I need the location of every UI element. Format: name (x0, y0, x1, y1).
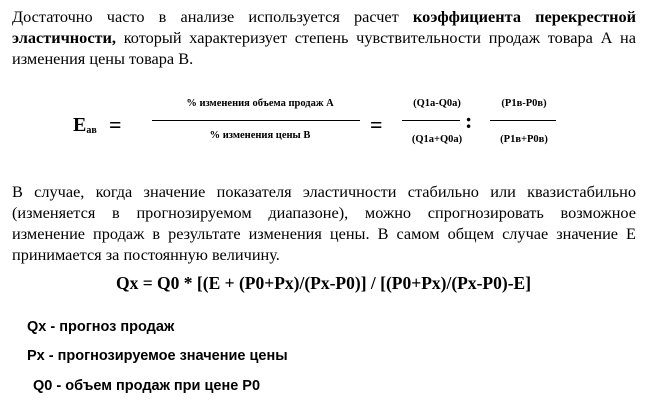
formula-divide-sign: : (465, 108, 473, 133)
formula-p-denominator: (P1в+P0в) (500, 134, 548, 145)
formula-denominator-text: % изменения цены В (209, 130, 311, 141)
intro-paragraph (12, 6, 636, 69)
fraction-line-3 (490, 120, 556, 121)
formula-numerator-text: % изменения объема продаж А (186, 98, 334, 109)
forecast-formula: Qx = Q0 * [(E + (P0+Px)/(Px-P0)] / [(P0+Px)/(Px-P0)-E] (115, 273, 532, 293)
intro-text-end: который характеризует степень чувствительности продаж товара А на изменения цены товара В. (12, 28, 636, 68)
formula-equals-2: = (370, 112, 383, 137)
formula-q-denominator: (Q1a+Q0a) (411, 134, 463, 145)
fraction-line-1 (152, 120, 360, 121)
intro-bold-term: коэффициента перекрестной эластичности, (12, 7, 636, 47)
definition-q0: Q0 - объем продаж при цене P0 (33, 378, 261, 394)
formula-equals-1: = (109, 112, 122, 137)
formula-lhs-symbol: E (73, 114, 87, 136)
definition-px: Px - прогнозируемое значение цены (27, 348, 288, 364)
elasticity-formula (0, 90, 647, 160)
formula-q-numerator: (Q1a-Q0a) (413, 98, 461, 109)
fraction-line-2 (402, 120, 460, 121)
body-paragraph: В случае, когда значение показателя эластичности стабильно или квазистабильно (изменяется в прогнозируемом диапазоне), можно спрогнозировать возможное изменение продаж в результате изменения цены. В самом общем случае значение Е принимается за постоянную величину. (12, 182, 636, 264)
formula-p-numerator: (P1в-P0в) (501, 98, 547, 109)
formula-lhs (73, 114, 97, 137)
formula-lhs-subscript: ав (86, 125, 97, 136)
definition-qx: Qx - прогноз продаж (27, 319, 175, 335)
intro-text-start: Достаточно часто в анализе используется расчет (12, 7, 413, 26)
